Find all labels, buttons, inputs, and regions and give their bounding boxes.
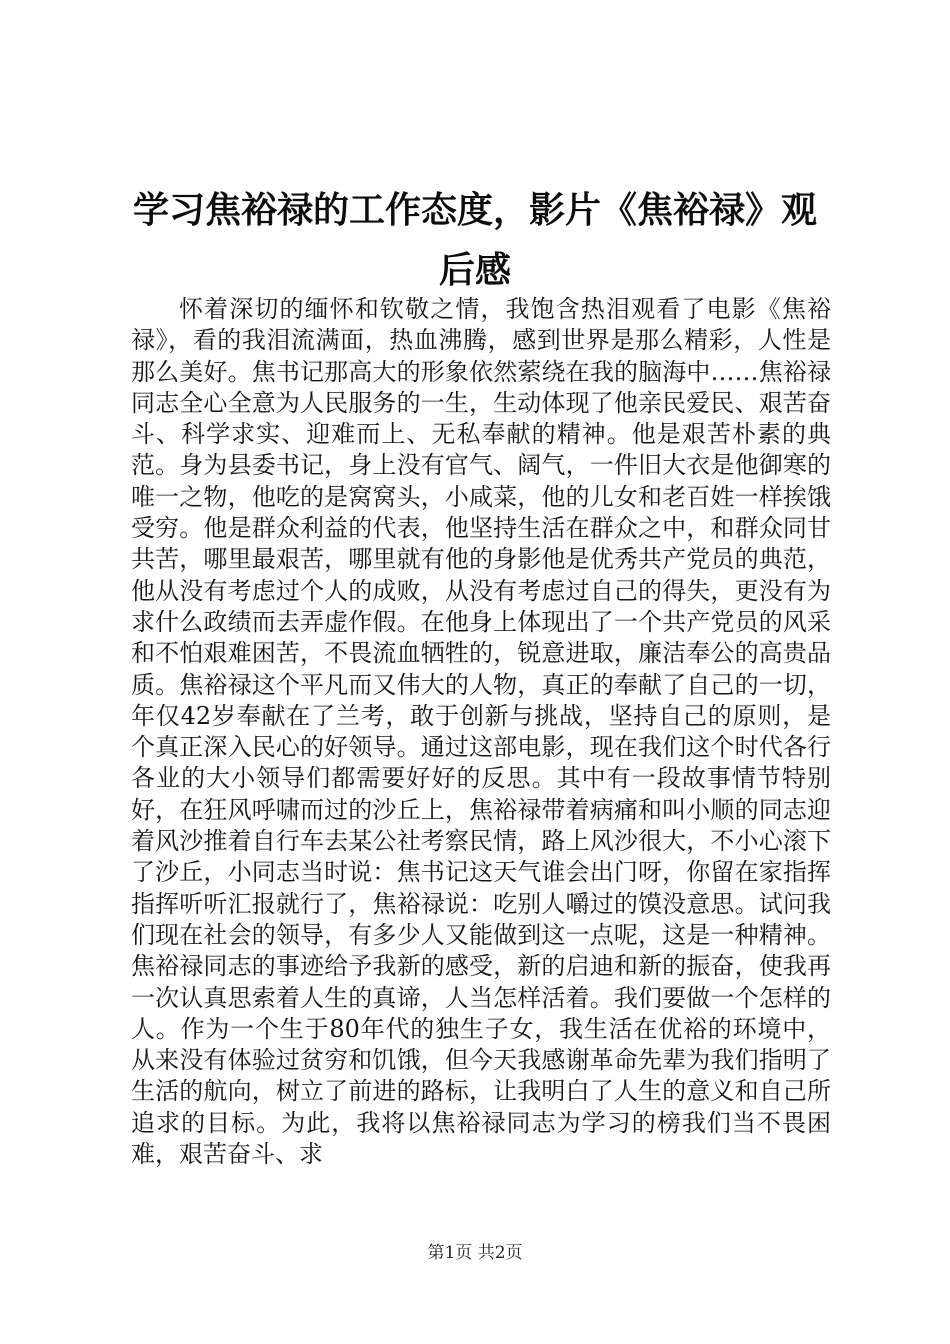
document-body-paragraph: 怀着深切的缅怀和钦敬之情，我饱含热泪观看了电影《焦裕禄》，看的我泪流满面，热血沸腾，感到世界是那么精彩，人性是那么美好。焦书记那高大的形象依然萦绕在我的脑海中……焦裕禄同志全心全意为人民服务的一生，生动体现了他亲民爱民、艰苦奋斗、科学求实、迎难而上、无私奉献的精神。他是艰苦朴素的典范。身为县委书记，身上没有官气、阔气，一件旧大衣是他御寒的唯一之物，他吃的是窝窝头，小咸菜，他的儿女和老百姓一样挨饿受穷。他是群众利益的代表，他坚持生活在群众之中，和群众同甘共苦，哪里最艰苦，哪里就有他的身影他是优秀共产党员的典范，他从没有考虑过个人的成败，从没有考虑过自己的得失，更没有为求什么政绩而去弄虚作假。在他身上体现出了一个共产党员的风采和不怕艰难困苦，不畏流血牺牲的，锐意进取，廉洁奉公的高贵品质。焦裕禄这个平凡而又伟大的人物，真正的奉献了自己的一切，年仅42岁奉献在了兰考，敢于创新与挑战，坚持自己的原则，是个真正深入民心的好领导。通过这部电影，现在我们这个时代各行各业的大小领导们都需要好好的反思。其中有一段故事情节特别好，在狂风呼啸而过的沙丘上，焦裕禄带着病痛和叫小顺的同志迎着风沙推着自行车去某公社考察民情，路上风沙很大，不小心滚下了沙丘，小同志当时说：焦书记这天气谁会出门呀，你留在家指挥指挥听听汇报就行了，焦裕禄说：吃别人嚼过的馍没意思。试问我们现在社会的领导，有多少人又能做到这一点呢，这是一种精神。焦裕禄同志的事迹给予我新的感受，新的启迪和新的振奋，使我再一次认真思索着人生的真谛，人当怎样活着。我们要做一个怎样的人。作为一个生于80年代的独生子女，我生活在优裕的环境中，从来没有体验过贫穷和饥饿，但今天我感谢革命先辈为我们指明了生活的航向，树立了前进的路标，让我明白了人生的意义和自己所追求的目标。为此，我将以焦裕禄同志为学习的榜我们当不畏困难，艰苦奋斗、求	[131, 295, 831, 1169]
document-title: 学习焦裕禄的工作态度，影片《焦裕禄》观后感	[132, 189, 817, 291]
page-number-footer: 第1页 共2页	[427, 1243, 523, 1263]
